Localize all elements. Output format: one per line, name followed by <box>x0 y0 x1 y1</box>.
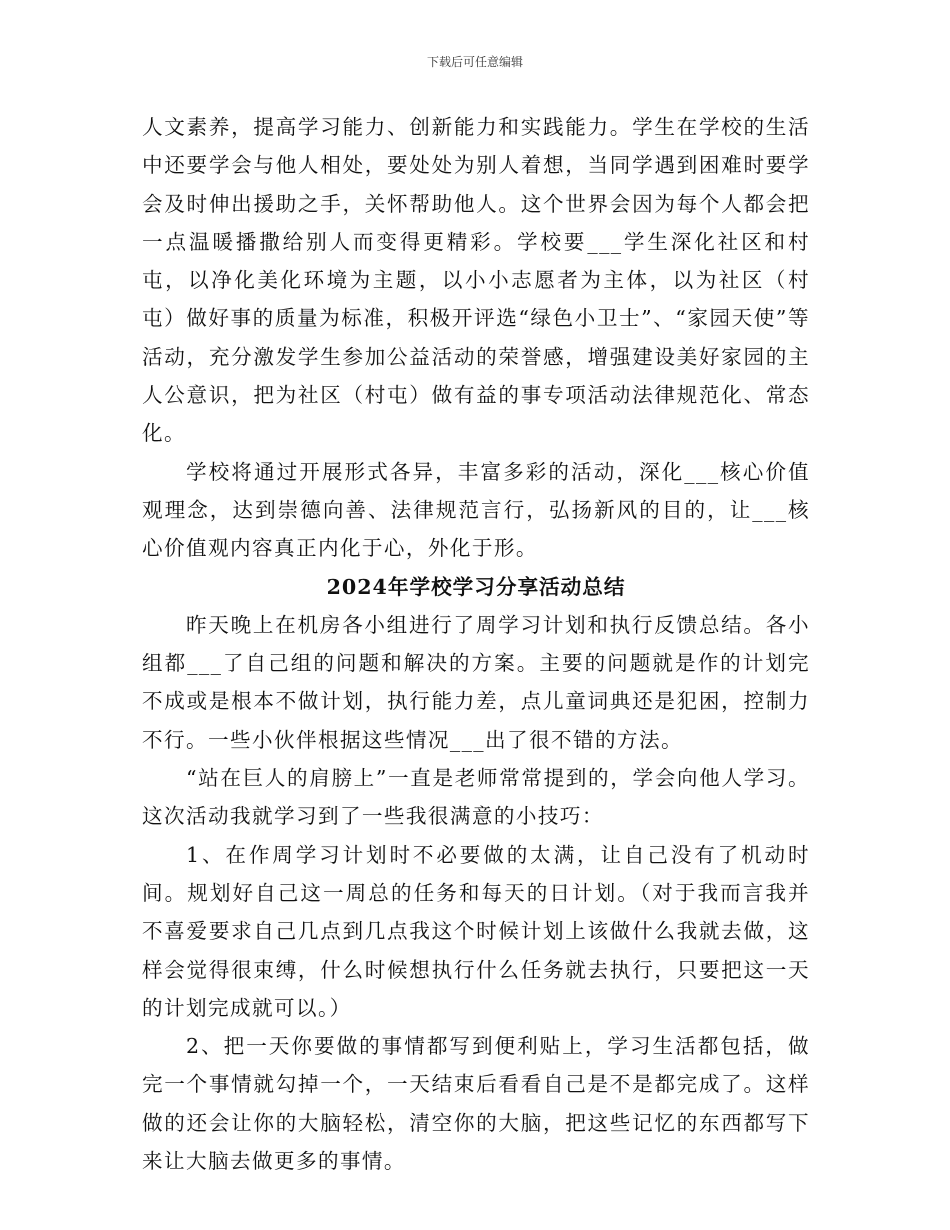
paragraph-4: “站在巨人的肩膀上”一直是老师常常提到的，学会向他人学习。这次活动我就学习到了一些我很满意的小技巧： <box>142 766 810 829</box>
paragraph-2: 学校将通过开展形式各异，丰富多彩的活动，深化___核心价值观理念，达到崇德向善、法律规范言行，弘扬新风的目的，让___核心价值观内容真正内化于心，外化于形。 <box>142 459 810 561</box>
paragraph-1: 人文素养，提高学习能力、创新能力和实践能力。学生在学校的生活中还要学会与他人相处，要处处为别人着想，当同学遇到困难时要学会及时伸出援助之手，关怀帮助他人。这个世界会因为每个人都会把一点温暖播撒给别人而变得更精彩。学校要___学生深化社区和村屯，以净化美化环境为主题，以小小志愿者为主体，以为社区（村屯）做好事的质量为标准，积极开评选“绿色小卫士”、“家园天使”等活动，充分激发学生参加公益活动的荣誉感，增强建设美好家园的主人公意识，把为社区（村屯）做有益的事专项活动法律规范化、常态化。 <box>142 115 810 446</box>
page-header: 下载后可任意编辑 <box>426 55 523 69</box>
paragraph-6: 2、把一天你要做的事情都写到便利贴上，学习生活都包括，做完一个事情就勾掉一个，一天结束后看看自己是不是都完成了。这样做的还会让你的大脑轻松，清空你的大脑，把这些记忆的东西都写下来让大脑去做更多的事情。 <box>142 1034 810 1174</box>
paragraph-5: 1、在作周学习计划时不必要做的太满，让自己没有了机动时间。规划好自己这一周总的任务和每天的日计划。（对于我而言我并不喜爱要求自己几点到几点我这个时候计划上该做什么我就去做，这样会觉得很束缚，什么时候想执行什么任务就去执行，只要把这一天的计划完成就可以。） <box>142 842 810 1020</box>
section-title: 2024年学校学习分享活动总结 <box>326 574 626 599</box>
paragraph-3: 昨天晚上在机房各小组进行了周学习计划和执行反馈总结。各小组都___了自己组的问题和解决的方案。主要的问题就是作的计划完不成或是根本不做计划，执行能力差，点儿童词典还是犯困，控制力不行。一些小伙伴根据这些情况___出了很不错的方法。 <box>142 612 810 752</box>
document-body <box>142 108 810 1180</box>
